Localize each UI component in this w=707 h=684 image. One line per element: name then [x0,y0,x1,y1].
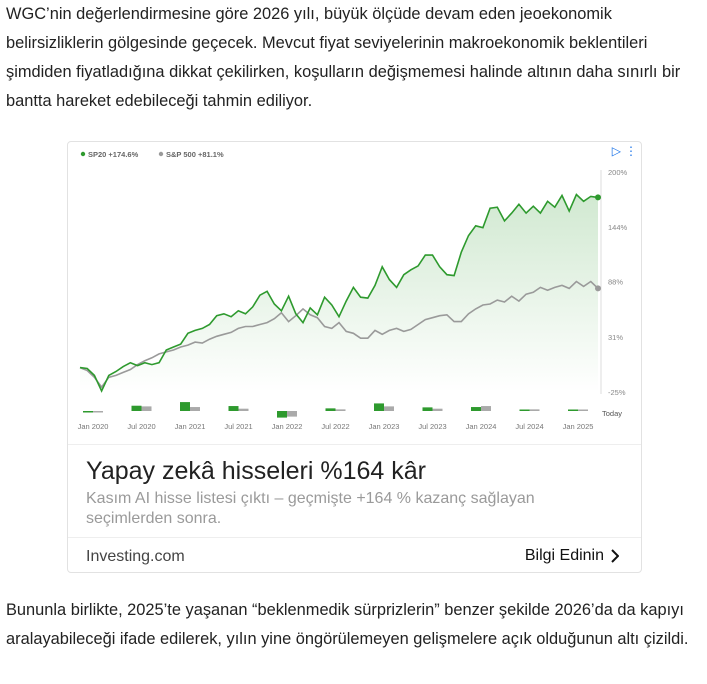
x-tick-label: Jul 2020 [127,422,156,431]
today-label: Today [602,409,623,418]
x-tick-label: Jul 2022 [321,422,350,431]
bar-sp20 [423,407,433,411]
ad-body[interactable] [68,444,641,573]
y-tick-label: 144% [608,222,628,232]
x-tick-label: Jan 2021 [174,422,206,431]
y-tick-label: 88% [608,277,624,287]
bar-sp20 [180,402,190,411]
bar-sp500 [239,409,249,411]
ad-description: Kasım AI hisse listesi çıktı – geçmişte +164 % kazanç sağlayan seçimlerden sonra. [86,490,535,527]
more-vertical-icon[interactable]: ⋮ [625,144,637,158]
bar-sp20 [520,410,530,412]
x-tick-label: Jan 2023 [368,422,400,431]
x-tick-label: Jul 2023 [418,422,447,431]
legend-dot-sp500 [159,152,163,156]
bar-sp500 [142,406,152,411]
legend-dot-sp20 [81,152,85,156]
bar-sp500 [287,411,297,417]
ad-card[interactable] [67,141,642,573]
bar-sp20 [229,406,239,411]
x-tick-label: Jan 2025 [562,422,594,431]
bar-sp500 [336,409,346,411]
bar-sp500 [384,406,394,411]
article-paragraph-bottom: Bununla birlikte, 2025’te yaşanan “beklenmedik sürprizlerin” benzer şekilde 2026’da da kapıyı aralayabileceği ifade edilerek, yılın yine öngörülemeyen gelişmelere açık olduğunun altı çizildi. [6,601,689,648]
ad-footer [68,537,641,573]
legend-label-sp500: S&P 500 +81.1% [166,150,224,159]
bar-sp20 [277,411,287,418]
ad-headline[interactable]: Yapay zekâ hisseleri %164 kâr [86,457,426,485]
chevron-right-icon [610,549,619,563]
bar-sp500 [433,409,443,411]
bar-sp500 [530,409,540,411]
learn-more-label: Bilgi Edinin [524,547,604,564]
article-paragraph-top: WGC’nin değerlendirmesine göre 2026 yılı, büyük ölçüde devam eden jeoekonomik belirsizliklerin gölgesinde geçecek. Mevcut fiyat seviyelerinin makroekonomik beklentileri şimdiden fiyatladığına dikkat çekilirken, koşulların değişmemesi halinde altının daha sınırlı bir bantta hareket edebileceği tahmin ediliyor. [6,5,681,110]
adchoices-icon[interactable]: ▷ [611,144,621,158]
bar-sp20 [83,411,93,413]
y-tick-label: 200% [608,168,628,177]
x-tick-label: Jan 2024 [465,422,497,431]
performance-chart [68,142,642,444]
bar-sp20 [374,403,384,411]
bar-sp500 [190,407,200,411]
x-tick-label: Jan 2020 [77,422,109,431]
bar-sp500 [93,411,103,413]
ad-icons [612,144,637,158]
legend-label-sp20: SP20 +174.6% [88,150,139,159]
sp500-end-point [595,285,601,291]
y-tick-label: 31% [608,333,624,343]
bar-sp20 [132,406,142,411]
x-tick-label: Jan 2022 [271,422,303,431]
bar-sp500 [481,406,491,411]
chart-area[interactable] [68,142,642,444]
y-tick-label: -25% [608,388,626,397]
advertiser-name[interactable]: Investing.com [86,548,185,565]
learn-more-button[interactable] [525,547,619,565]
bar-sp500 [578,410,588,412]
bar-sp20 [326,408,336,411]
bar-sp20 [568,410,578,412]
x-tick-label: Jul 2021 [224,422,253,431]
bar-sp20 [471,407,481,411]
sp20-end-point [595,194,601,200]
x-tick-label: Jul 2024 [515,422,544,431]
